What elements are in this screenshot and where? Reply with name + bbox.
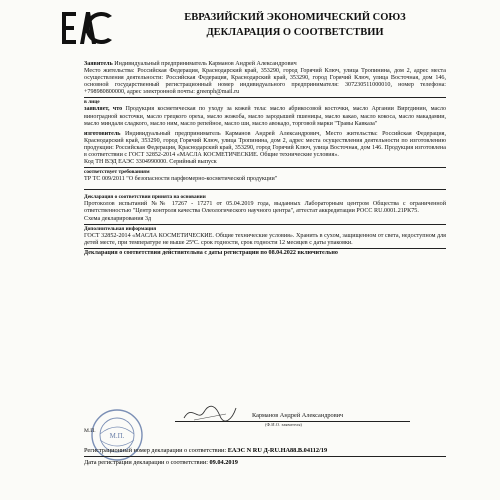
signatory-caption: (Ф.И.О. заявителя) <box>265 422 302 427</box>
validity-text: Декларация о соответствии действительна с даты регистрации по 08.04.2022 включительно <box>84 249 338 256</box>
manufacturer-block <box>84 131 446 159</box>
stamp-text: М.П. <box>109 432 125 440</box>
divider <box>84 224 446 225</box>
divider <box>84 248 446 249</box>
declares-text: Продукция косметическая по уходу за кожей тела: масло абрикосовой косточки, масло Аргании Виргдинин, масло виноградной косточки, масло грецкого ореха, масло жожоба, масло зародышей пшеницы, масло какао, масло кокоса, масло макадамии, масло миндаля сладкого, масло ним, масло репейное, масло ши, масло авокадо, торговой марки "Травы Кавказа" <box>84 106 446 127</box>
declares-block <box>84 106 446 127</box>
divider <box>84 189 446 190</box>
union-title: ЕВРАЗИЙСКИЙ ЭКОНОМИЧЕСКИЙ СОЮЗ <box>184 12 406 23</box>
requirements-text: ТР ТС 009/2011 "О безопасности парфюмерно-косметической продукции" <box>84 176 278 183</box>
applicant-label: Заявитель <box>84 61 113 67</box>
declares-label: заявляет, что <box>84 106 123 113</box>
additional-text: ГОСТ 32852-2014 «МАСЛА КОСМЕТИЧЕСКИЕ. Общие технические условия». Хранить в сухом, защищенном от света, недоступном для детей месте, при температуре не выше 25ºС. срок годности, срок годности 12 месяцев с даты упаковки. <box>84 232 446 246</box>
basis-text: Протоколов испытаний №№ 17267 - 17271 от 05.04.2019 года, выданных Лабораторным центром Общества с ограниченной ответственностью "Центр контроля качества Олеологического научного центра", аттестат аккредитации РОСС RU.0001.21РК75. <box>84 201 446 215</box>
registration-date-label: Дата регистрации декларации о соответствии: <box>84 459 208 466</box>
manufacturer-text: Индивидуальный предприниматель Карманов Андрей Александрович, Место жительства: Российская Федерация, Краснодарский край, 353290, город Горячий Ключ, улица Тропинина, дом 2, адрес места осуществления деятельности по изготовлению продукции: Российская Федерация, Краснодарский край, 353290, город Горячий Ключ, улица Восточная, дом 146. Продукция изготовлена в соответствии с ГОСТ 32852-2014 «МАСЛА КОСМЕТИЧЕСКИЕ. Общие технические условия». <box>84 130 446 159</box>
eac-mark-icon <box>60 8 114 48</box>
hs-code: Код ТН ВЭД ЕАЭС 3304990000. Серийный выпуск <box>84 159 217 166</box>
registration-date: 09.04.2019 <box>209 459 238 466</box>
applicant-details: Место жительства: Российская Федерация, Краснодарский край, 353290, город Горячий Ключ, улица Тропинина, дом 2, адрес места осуществления деятельности: Российская Федерация, Краснодарский край, 353290, город Горячий Ключ, улица Восточная, дом 146, основной государственный регистрационный номер индивидуального предпринимателя: 307230511000010, номер телефона: +798980800000, адрес электронной почты: greenph@mail.ru <box>84 68 446 96</box>
declaration-title: ДЕКЛАРАЦИЯ О СООТВЕТСТВИИ <box>206 27 384 38</box>
document-title <box>130 10 460 40</box>
registration-number: ЕАЭС N RU Д-RU.HA88.B.04112/19 <box>227 447 328 454</box>
declaration-body <box>84 61 446 257</box>
divider <box>84 456 446 457</box>
registration-number-label: Регистрационный номер декларации о соответствии: <box>84 447 227 454</box>
registration-date-line <box>84 458 446 467</box>
seal-place-label: М.П. <box>84 428 96 434</box>
registration-block <box>84 446 446 467</box>
divider <box>84 97 446 98</box>
scheme-text: Схема декларирования 3д <box>84 215 152 222</box>
registration-number-line <box>84 446 446 455</box>
basis-label: Декларация о соответствии принята на основании <box>84 194 206 201</box>
represented-by-label: в лице <box>84 99 100 106</box>
additional-label: Дополнительная информация <box>84 225 157 232</box>
applicant-name: Индивидуальный предприниматель Карманов Андрей Александрович <box>114 61 297 67</box>
requirements-label: соответствует требованиям <box>84 169 150 176</box>
signatory-name: Карманов Андрей Александрович <box>252 412 344 419</box>
manufacturer-label: изготовитель <box>84 130 121 137</box>
